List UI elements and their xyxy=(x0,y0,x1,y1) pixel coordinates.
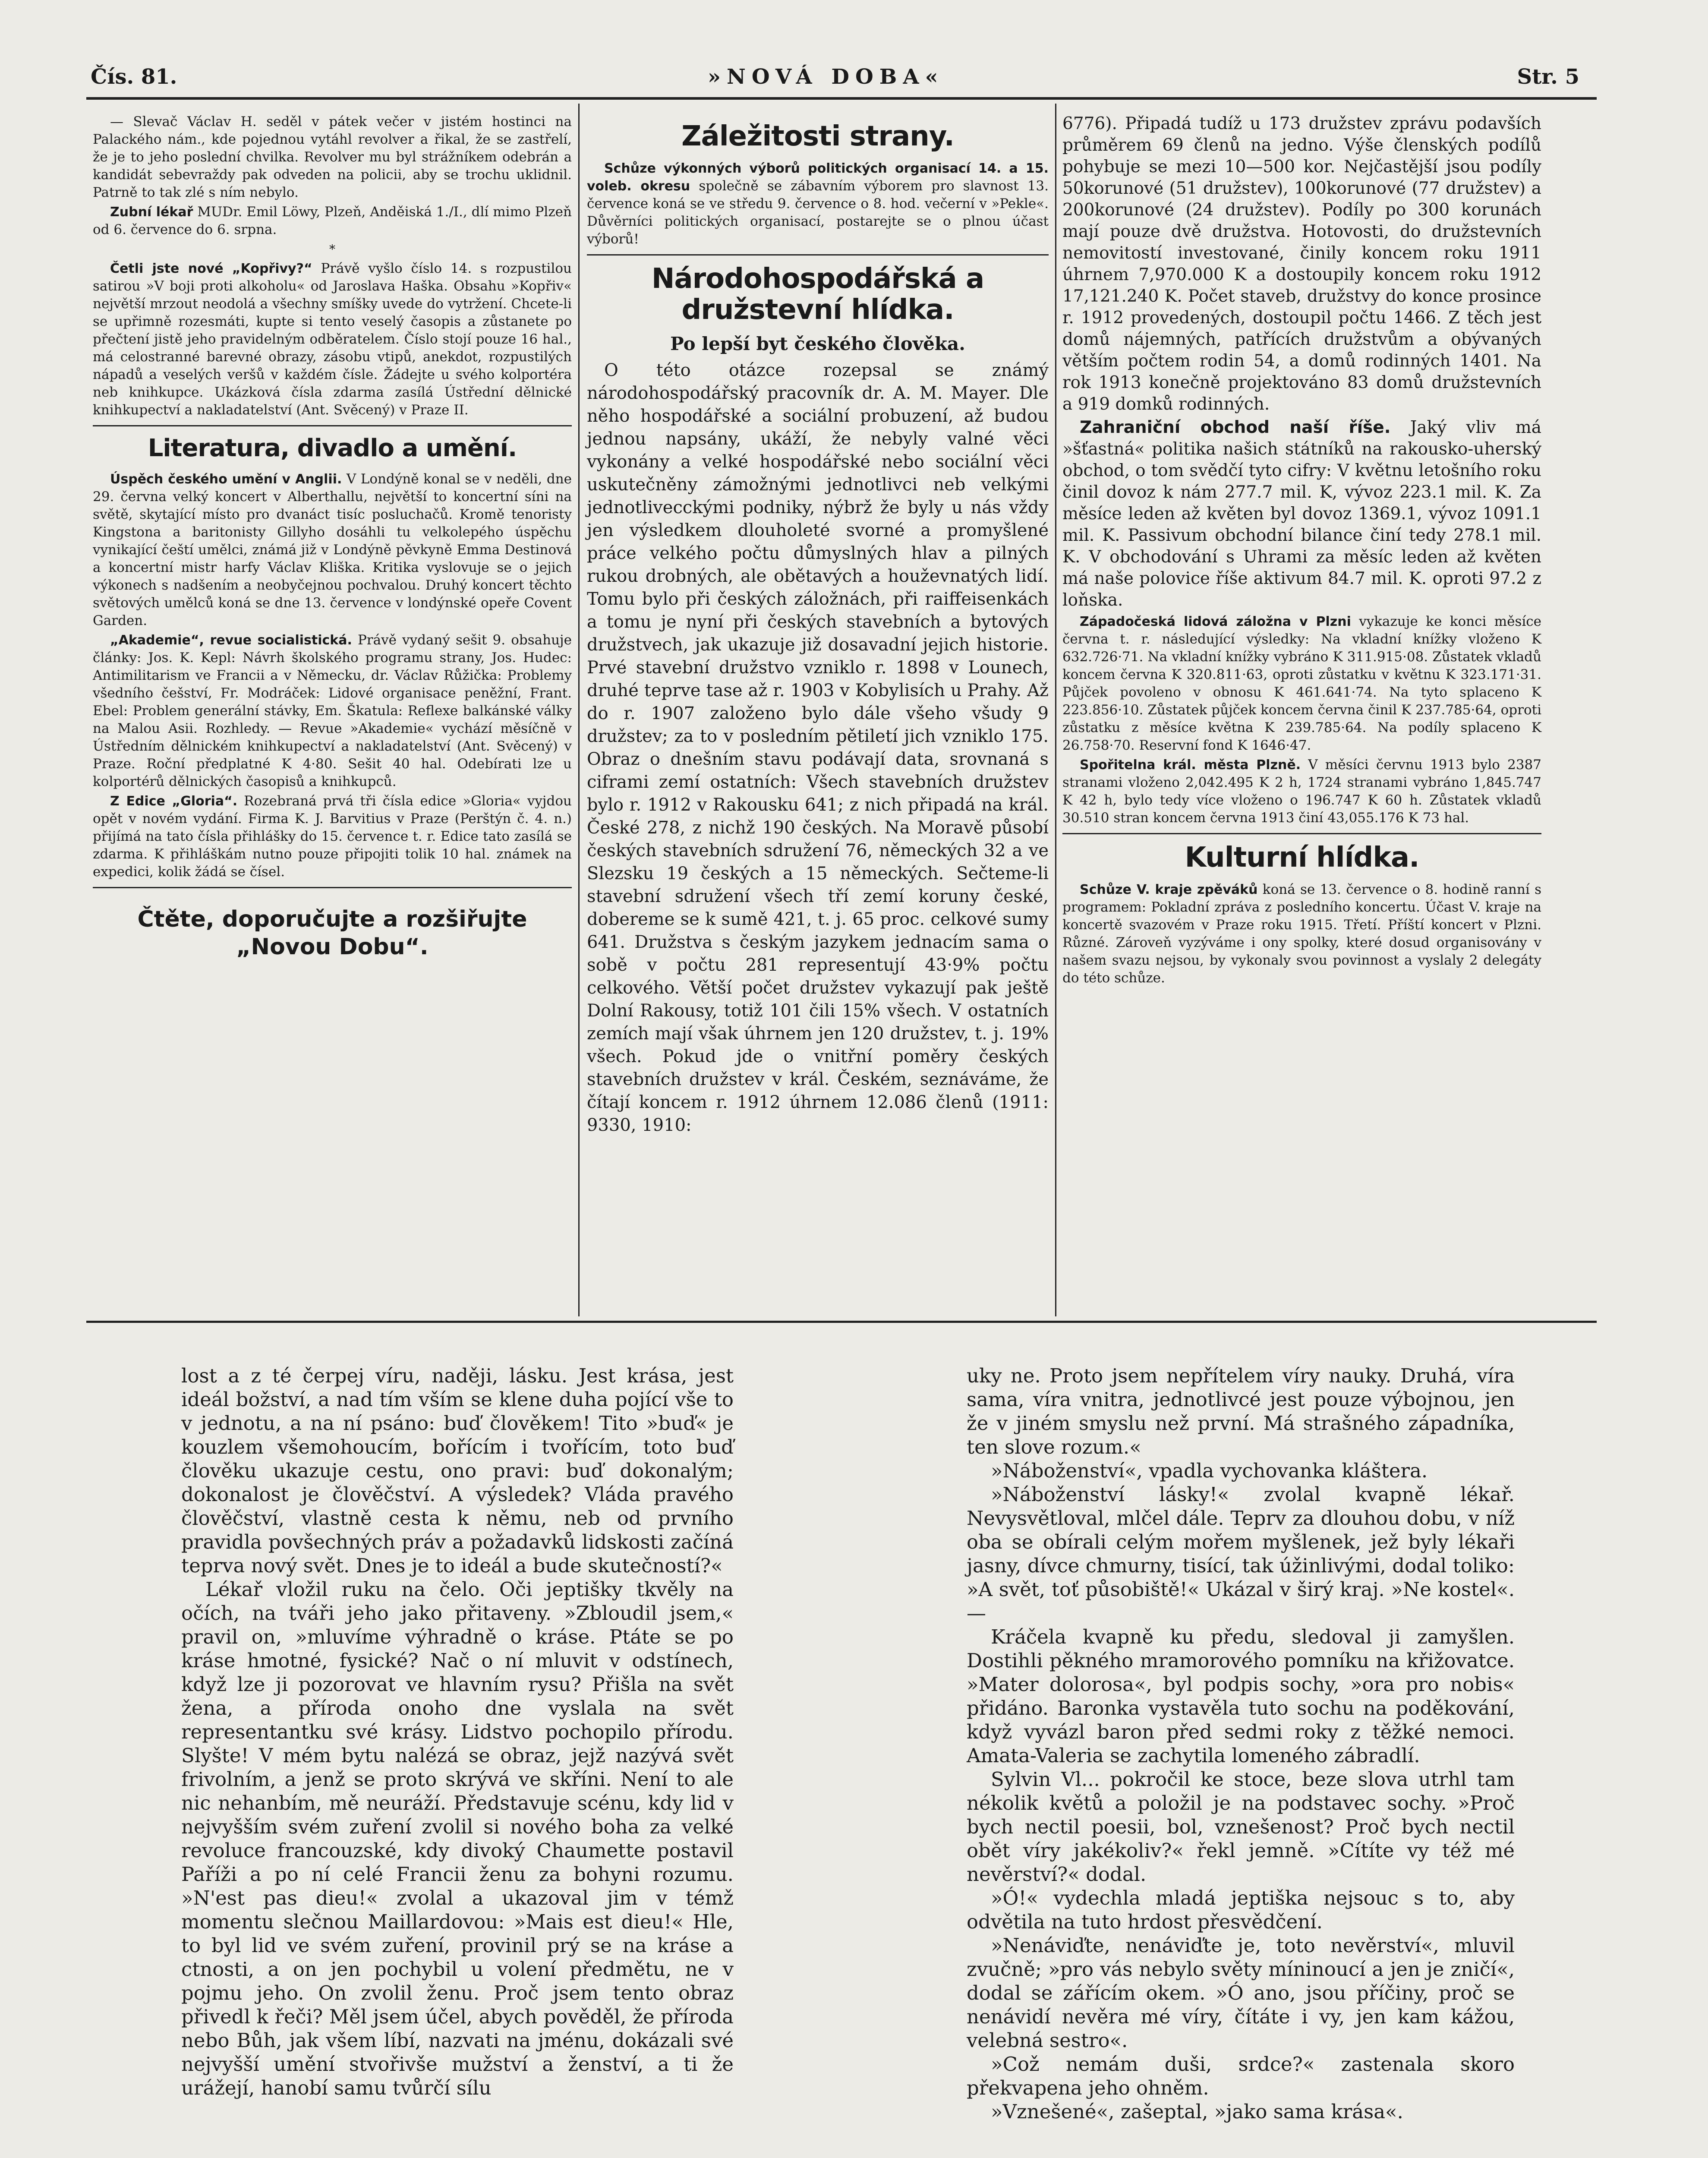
novel-left-par-1: lost a z té čerpej víru, naději, lásku. Jest krása, jest ideál božství, a nad tím vším se klene duha pojící vše to v jednotu, a na ní psáno: buď člověkem! Tito »buď« je kouzlem všemohoucím, bořícím i tvořícím, toto buď člověku ukazuje cestu, ono pravi: buď dokonalým; dokonalost je člověčství. A výsledek? Vláda pravého člověčství, vlastně cesta k němu, neb od prvního pravidla povšechných práv a požadavků lidskosti začíná teprva nový svět. Dnes je to ideál a bude skutečností?« xyxy=(181,1364,734,1577)
news-item-zubni xyxy=(93,203,572,239)
gloria-heading: Z Edice „Gloria“. xyxy=(110,794,238,809)
news-item-gloria xyxy=(93,792,572,881)
left-column xyxy=(93,113,572,961)
party-section-title: Záležitosti strany. xyxy=(681,120,954,152)
zubni-heading: Zubní lékař xyxy=(110,205,193,220)
uspech-heading: Úspěch českého umění v Anglii. xyxy=(110,472,342,487)
novel-right-par-8: »Což nemám duši, srdce?« zastenala skoro překvapena jeho ohněm. xyxy=(967,2053,1515,2099)
masthead-title: »NOVÁ DOBA« xyxy=(708,65,944,89)
zalozna-text: vykazuje ke konci měsíce června t. r. následující výsledky: Na vkladní knížky vloženo K 632.726·71. Na vkladní knížky vybráno K 311.915·08. Zůstatek vkladů koncem června K 320.811·63, oproti zůstatku v květnu K 323.171·31. Půjček povoleno v obnosu K 461.641·74. Na tyto splaceno K 223.856·10. Zůstatek půjček koncem června činil K 237.785·64, oproti zůstatku z měsíce května K 239.785·64. Na podíly splaceno K 26.758·70. Reservní fond K 1646·47. xyxy=(1062,614,1541,753)
news-item-uspech xyxy=(93,470,572,630)
novel-left-par-2: Lékař vložil ruku na čelo. Oči jeptišky tkvěly na očích, na tváři jeho jako přitaveny. »Zbloudil jsem,« pravil on, »mluvíme výhradně o kráse. Ptáte se po kráse hmotné, fysické? Nač o ní mluvit v odstínech, když lze ji pozorovat ve hlavním rysu? Přišla na svět žena, a příroda onoho dne vyslala na svět representantku své krásy. Lidstvo pochopilo přírodu. Slyšte! V mém bytu nalézá se obraz, jejž nazývá svět frivolním, a jenž se proto skrývá ve skříni. Není to ale nic nehanbím, mě neuráží. Představuje scénu, kdy lid v nejvyšším svém zuření zvolil si nového boha za velké revoluce francouzské, kdy divoký Chaumette postavil Paříži a po ní celé Francii ženu za bohyni rozumu. »N'est pas dieu!« zvolal a ukazoval jim v témž momentu slečnou Maillardovou: »Mais est dieu!« Hle, to byl lid ve svém zuření, provinil prý se na kráse a ctnosti, a on jen pochybil u volení předmětu, ne v pojmu jeho. On zvolil ženu. Proč jsem tento obraz přivedl k řeči? Měl jsem účel, abych pověděl, že příroda nebo Bůh, jak všem líbí, nazvati na jménu, dokázali své nejvyšší umění stvořivše mužství a ženství, a ti že urážejí, hanobí samu tvůrčí sílu xyxy=(181,1578,734,2099)
section-rule xyxy=(93,425,572,426)
section-rule xyxy=(587,254,1049,256)
literature-section-title: Literatura, divadlo a umění. xyxy=(148,434,517,462)
novel-right-par-9: »Vznešené«, zašeptal, »jako sama krása«. xyxy=(991,2100,1403,2123)
zubni-text: MUDr. Emil Löwy, Plzeň, Anděiská 1./I., dlí mimo Plzeň od 6. července do 6. srpna. xyxy=(93,204,572,237)
right-column xyxy=(1062,113,1541,989)
akademie-text: Právě vydaný sešit 9. obsahuje články: Jos. K. Kepl: Návrh školského programu strany, Jos. Hudec: Antimilitarism ve Francii a v Německu, dr. Václav Růžička: Problemy všedního češství, Fr. Modráček: Lidové organisace peněžní, Frant. Ebel: Problem generální stávky, Em. Škatula: Reflexe balkánské války na Malou Asii. Rozhledy. — Revue »Akademie« vychází měsíčně v Ústředním dělnickém knihkupectví a nakladatelství (Ant. Svěcený) v Praze. Roční předplatné K 4·80. Sešit 40 hal. Odebírati lze u kolportérů dělnických časopisů a knihkupců. xyxy=(93,632,572,789)
zpevaci-heading: Schůze V. kraje zpěváků xyxy=(1080,882,1258,897)
akademie-heading: „Akademie“, revue socialistická. xyxy=(110,633,352,648)
news-item-slevac: — Slevač Václav H. seděl v pátek večer v jistém hostinci na Palackého nám., kde pojednou vytáhl revolver a řikal, že se zastřelí, že je to jeho poslední chvilka. Revolver mu byl strážníkem odebrán a kandidát sebevraždy pak odveden na policii, aby se trochu uklidnil. Patrně to tak zlé s ním nebylo. xyxy=(93,114,572,200)
novel-right-par-5: Sylvin Vl... pokročil ke stoce, beze slova utrhl tam nékolik květů a položil je na podstavec sochy. »Proč bych nectil poesii, bol, vznešenost? Proč bych nectil obět víry jakékoliv?« řekl jemně. »Cítíte vy též mé nevěrství?« dodal. xyxy=(967,1768,1515,1886)
culture-section-title: Kulturní hlídka. xyxy=(1185,842,1419,874)
sporitelna-heading: Spořitelna král. města Plzně. xyxy=(1080,757,1301,773)
novel-right-par-3: »Náboženství lásky!« zvolal kvapně lékař. Nevysvětloval, mlčel dále. Teprv za dlouhou dobu, v níž oba se obírali celým mořem myšlenek, jež byly lékaři jasny, dívce chmurny, tisící, tak úžinlivými, dodal toliko: »A svět, toť působiště!« Ukázal v širý kraj. »Ne kostel«. — xyxy=(967,1483,1515,1625)
novel-right-par-1: uky ne. Proto jsem nepřítelem víry nauky. Druhá, víra sama, víra vnitra, jednotlivcé jest pouze výbojnou, jen že v jiném smyslu než první. Má strašného západníka, ten slove rozum.« xyxy=(967,1364,1515,1458)
zpevaci-text: koná se 13. července o 8. hodině ranní s programem: Pokladní zpráva z posledního koncertu. Účast V. kraje na koncertě svazovém v Praze roku 1915. Třetí. Příští koncert v Plzni. Různé. Zároveň vyzýváme i ony spolky, které dosud organisovány v našem svazu nejsou, by vykonaly svou povinnost a vyslaly 2 delegáty do této schůze. xyxy=(1062,882,1541,986)
zalozna-heading: Západočeská lidová záložna v Plzni xyxy=(1080,614,1351,629)
novel-right-par-4: Kráčela kvapně ku předu, sledoval ji zamyšlen. Dostihli pěkného mramorového pomníku na křižovatce. »Mater dolorosa«, byl podpis sochy, »ora pro nobis« přidáno. Baronka vystavěla tuto sochu na poděkování, když vyvázl baron před sedmi roky z těžké nemoci. Amata-Valeria se zachytila lomeného zábradlí. xyxy=(967,1625,1515,1767)
column-divider-2 xyxy=(1055,104,1056,1316)
middle-column xyxy=(587,113,1049,1139)
zahranicni-heading: Zahraniční obchod naší říše. xyxy=(1080,418,1391,437)
koprivy-heading: Četli jste nové „Kopřivy?“ xyxy=(110,261,312,276)
promo-callout: Čtěte, doporučujte a rozšiřujte „Novou Dobu“. xyxy=(137,906,527,960)
feuilleton-right xyxy=(967,1364,1515,2123)
news-item-sporitelna xyxy=(1062,756,1541,827)
economy-continued: 6776). Připadá tudíž u 173 družstev zprávu podavších průměrem 69 členů na jedno. Výše členských podílů pohybuje se mezi 10—500 kor. Nejčastější jsou podíly 50korunové (51 družstev), 100korunové (77 družstev) a 200korunové (24 družstev). Podíly po 300 korunách mají pouze dvě družstva. Hotovosti, do družstevních nemovitostí investované, činily koncem roku 1911 úhrnem 7,970.000 K a dostoupily koncem roku 1912 17,121.240 K. Počet staveb, družstvy do konce prosince r. 1912 provedených, dostoupil počtu 1466. Z těch jest domů nájemných, patřících družstvům a obývaných větším počtem rodin 54, a domů rodinných 1401. Na rok 1913 konečně projektováno 83 domů družstevních a 919 domků rodinných. xyxy=(1062,114,1541,414)
section-rule xyxy=(1062,833,1541,834)
column-divider-1 xyxy=(578,104,580,1316)
page-number: Str. 5 xyxy=(1517,65,1579,89)
uspech-text: V Londýně konal se v neděli, dne 29. června velký koncert v Alberthallu, největší to koncertní síni na světě, skytající místo pro dvanáct tisíc posluchačů. Kromě tenoristy Kingstona a baritonisty Gillyho dosáhli tu velkolepého úspěchu vynikající čeští umělci, známá již v Londýně pěvkyně Emma Destinová a koncertní mistr harfy Václav Kliška. Kritika vyslovuje se o jejich výkonech s nadšením a neobyčejnou pochvalou. Druhý koncert těchto světových umělců koná se dne 13. července v londýnské opeře Covent Garden. xyxy=(93,471,572,628)
schuze-heading: Schůze výkonných výborů politických organisací 14. a 15. voleb. okresu xyxy=(587,161,1049,194)
news-item-akademie xyxy=(93,631,572,791)
section-rule xyxy=(93,887,572,888)
housing-heading: Po lepší byt českého člověka. xyxy=(670,333,965,354)
novel-right-par-2: »Náboženství«, vpadla vychovanka kláštera. xyxy=(991,1459,1428,1482)
feuilleton-left xyxy=(181,1364,734,2100)
novel-right-par-7: »Nenáviďte, nenáviďte je, toto nevěrství«, mluvil zvučně; »pro vás nebylo světy míninoucí a jen je zničí«, dodal se zářícím okem. »Ó ano, jsou příčiny, proč se nenávidí nevěra mé víry, čítáte i vy, jen kam kážou, velebná sestro«. xyxy=(967,1934,1515,2052)
news-item-zahranicni xyxy=(1062,417,1541,611)
issue-number: Čís. 81. xyxy=(91,65,177,89)
feuilleton-rule xyxy=(86,1321,1597,1323)
schuze-text: společně se zábavním výborem pro slavnost 13. července koná se ve středu 9. července o 8. hod. večerní v »Pekle«. Důvěrníci politických organisací, postarejte se o plnou účast výborů! xyxy=(587,178,1049,247)
gloria-text: Rozebraná prvá tři čísla edice »Gloria« vyjdou opět v novém vydání. Firma K. J. Barvitius v Praze (Perštýn č. 4. n.) přijímá na tato čísla přihlášky do 15. července t. r. Edice tato zasílá se zdarma. K přihláškám nutno pouze připojiti tolik 10 hal. známek na expedici, kolik žádá se čísel. xyxy=(93,793,572,880)
section-star: * xyxy=(329,242,335,256)
zahranicni-text: Jaký vliv má »šťastná« politika našich státníků na rakousko-uherský obchod, o tom svědčí tyto cifry: V květnu letošního roku činil dovoz k nám 277.7 mil. K, vývoz 223.1 mil. K. Za měsíce leden až květen byl dovoz 1369.1, vývoz 1091.1 mil. K. Passivum obchodní bilance činí tedy 278.1 mil. K. V obchodování s Uhrami za měsíc leden až květen má naše polovice říše aktivum 84.7 mil. K. oproti 97.2 z loňska. xyxy=(1062,418,1541,610)
novel-right-par-6: »Ó!« vydechla mladá jeptiška nejsouc s to, aby odvětila na tuto hrdost přesvědčení. xyxy=(967,1887,1515,1933)
koprivy-text: Právě vyšlo číslo 14. s rozpustilou satirou »V boji proti alkoholu« od Jaroslava Haška. Obsahu »Kopřiv« největší mrzout neodolá a všechny smíšky uvede do vytržení. Chcete-li se upřimně rozesmáti, kupte si tento veselý časopis a zůstanete po přečtení jistě jeho pravidelným odběratelem. Číslo stojí pouze 16 hal., má celostranné barevné obrazy, zásobu vtipů, anekdot, rozpustilých nápadů a veselých veršů v každém čísle. Žádejte u svého kolportéra neb knihkupce. Ukázková čísla zdarma zasílá Ústřední dělnické knihkupectví a nakladatelství (Ant. Svěcený) v Praze II. xyxy=(93,261,572,418)
header-rule xyxy=(86,97,1597,100)
economy-section-title: Národohospodářská a družstevní hlídka. xyxy=(651,263,984,326)
news-item-zalozna xyxy=(1062,613,1541,754)
housing-text: O této otázce rozepsal se známý národohospodářský pracovník dr. A. M. Mayer. Dle něho hospodářské a sociální probuzení, až budou jednou napsány, ukáží, že nebyly valné věci vykonány a velké hospodářské nebo sociální věci uskutečněny zámožnými jednotlivci neb velkými jednotlivecckými podniky, nýbrž že byly u nás vždy jen výsledkem dlouholeté svorné a promyšlené práce velkého počtu důmyslných hlav a pilných rukou drobných, ale obětavých a houževnatých lidí. Tomu bylo při českých záložnách, při raiffeisenkách a tomu je nyní při českých stavebních a bytových družstvech, jak ukazuje již dosavadní jejich historie. Prvé stavební družstvo vzniklo r. 1898 v Lounech, druhé teprve tase až r. 1903 v Kobylisích u Prahy. Až do r. 1907 založeno bylo dále všeho všudy 9 družstev; za to v posledním pětiletí jich vzniklo 175. Obraz o dnešním stavu podávají data, srovnaná s ciframi zemí ostatních: Všech stavebních družstev bylo r. 1912 v Rakousku 641; z nich připadá na král. České 278, z nichž 190 českých. Na Moravě působí českých stavebních sdružení 76, německých 32 a ve Slezsku 19 českých a 15 německých. Sečteme-li stavební sdružení všech tří zemí koruny české, dobereme se k sumě 421, t. j. 65 proc. celkové sumy 641. Družstva s českým jazykem jednacím sama o sobě v počtu 281 representují 43·9% počtu celkového. Větší počet družstev vykazují pak ještě Dolní Rakousy, totiž 101 čili 15% všech. V ostatních zemích mají však úhrnem jen 120 družstev, t. j. 19% všech. Pokud jde o vnitřní poměry českých stavebních družstev v král. Českém, seznáváme, že čítají koncem r. 1912 úhrnem 12.086 členů (1911: 9330, 1910: xyxy=(587,360,1049,1135)
news-item-schuze xyxy=(587,160,1049,248)
news-item-koprivy xyxy=(93,260,572,419)
sporitelna-text: V měsíci červnu 1913 bylo 2387 stranami vloženo 2,042.495 K 2 h, 1724 stranami vybráno 1,845.747 K 42 h, bylo tedy více vloženo o 196.747 K 60 h. Zůstatek vkladů 30.510 stran koncem června 1913 činí 43,055.176 K 73 hal. xyxy=(1062,757,1541,826)
news-item-zpevaci xyxy=(1062,881,1541,987)
